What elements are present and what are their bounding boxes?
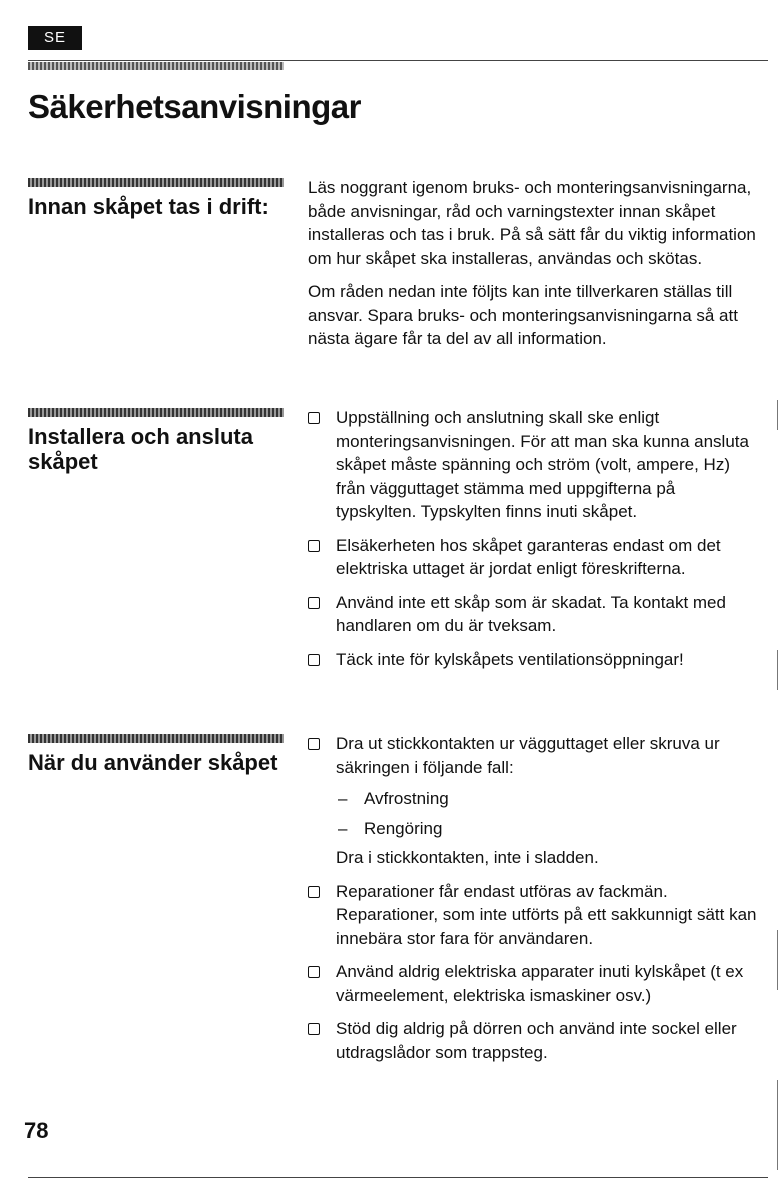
list-item-text: Stöd dig aldrig på dörren och använd inte sockel eller utdragslådor som trappsteg. (336, 1019, 737, 1062)
checklist (308, 406, 758, 671)
dash-icon: – (338, 818, 348, 838)
list-item-text: Dra ut stickkontakten ur vägguttaget eller skruva ur säkringen i följande fall: (336, 734, 720, 777)
header-hatch-bar (28, 62, 284, 70)
section-heading: Innan skåpet tas i drift: (28, 194, 269, 219)
list-item-text: Reparationer får endast utföras av fackmän. Reparationer, som inte utförts på ett sakkunnigt sätt kan innebära stor fara för användaren. (336, 881, 757, 948)
list-item-text: Elsäkerheten hos skåpet garanteras endast om det elektriska uttaget är jordat enligt föreskrifterna. (336, 535, 721, 578)
page-number: 78 (24, 1118, 49, 1143)
list-item (308, 732, 758, 870)
section-heading: Installera och ansluta skåpet (28, 424, 253, 474)
scan-edge-line (777, 650, 778, 690)
checkbox-icon (308, 597, 320, 609)
list-item-text: Täck inte för kylskåpets ventilationsöppningar! (336, 649, 684, 669)
list-item (308, 591, 758, 638)
paragraph: Om råden nedan inte följts kan inte tillverkaren ställas till ansvar. Spara bruks- och monteringsanvisningarna så att nästa ägare får ta del av all information. (308, 282, 738, 348)
list-item-text: Uppställning och anslutning skall ske enligt monteringsanvisningen. För att man ska kunna ansluta skåpet måste spänning och ström (volt, ampere, Hz) från vägguttaget stämma med uppgifterna på typskylten. Typskylten finns inuti skåpet. (336, 408, 749, 521)
list-item-text: Använd inte ett skåp som är skadat. Ta kontakt med handlaren om du är tveksam. (336, 592, 726, 635)
follow-note: Dra i stickkontakten, inte i sladden. (336, 848, 599, 867)
section-hatch-bar (28, 734, 284, 743)
checkbox-icon (308, 738, 320, 750)
sub-list-item-text: Avfrostning (364, 789, 449, 808)
checkbox-icon (308, 654, 320, 666)
header-rule (28, 60, 768, 61)
sub-list-item (336, 787, 758, 811)
section-hatch-bar (28, 408, 284, 417)
section-body (308, 406, 758, 681)
checkbox-icon (308, 966, 320, 978)
language-badge: SE (28, 26, 82, 50)
checkbox-icon (308, 412, 320, 424)
footer-rule (28, 1177, 768, 1178)
list-item (308, 648, 758, 672)
page-title: Säkerhetsanvisningar (28, 88, 361, 125)
list-item (308, 880, 758, 951)
sub-list-item (336, 817, 758, 841)
list-item (308, 1017, 758, 1064)
list-item (308, 960, 758, 1007)
paragraph: Läs noggrant igenom bruks- och monteringsanvisningarna, både anvisningar, råd och varningstexter innan skåpet installeras och tas i bruk. På så sätt får du viktig information om hur skåpet ska installeras, användas och skötas. (308, 178, 756, 268)
section-body (308, 732, 758, 1074)
checkbox-icon (308, 1023, 320, 1035)
scan-edge-line (777, 930, 778, 990)
dash-icon: – (338, 789, 348, 808)
sub-list (336, 787, 758, 840)
checkbox-icon (308, 540, 320, 552)
section-heading: När du använder skåpet (28, 750, 278, 775)
list-item (308, 406, 758, 524)
section-body (308, 176, 758, 361)
sub-list-item-text: Rengöring (364, 818, 443, 838)
scan-edge-line (777, 400, 778, 430)
list-item-text: Använd aldrig elektriska apparater inuti kylskåpet (t ex värmeelement, elektriska ismaskiner osv.) (336, 962, 744, 1005)
list-item (308, 534, 758, 581)
scan-edge-line (777, 1080, 778, 1170)
section-hatch-bar (28, 178, 284, 187)
checkbox-icon (308, 886, 320, 898)
checklist (308, 732, 758, 1064)
